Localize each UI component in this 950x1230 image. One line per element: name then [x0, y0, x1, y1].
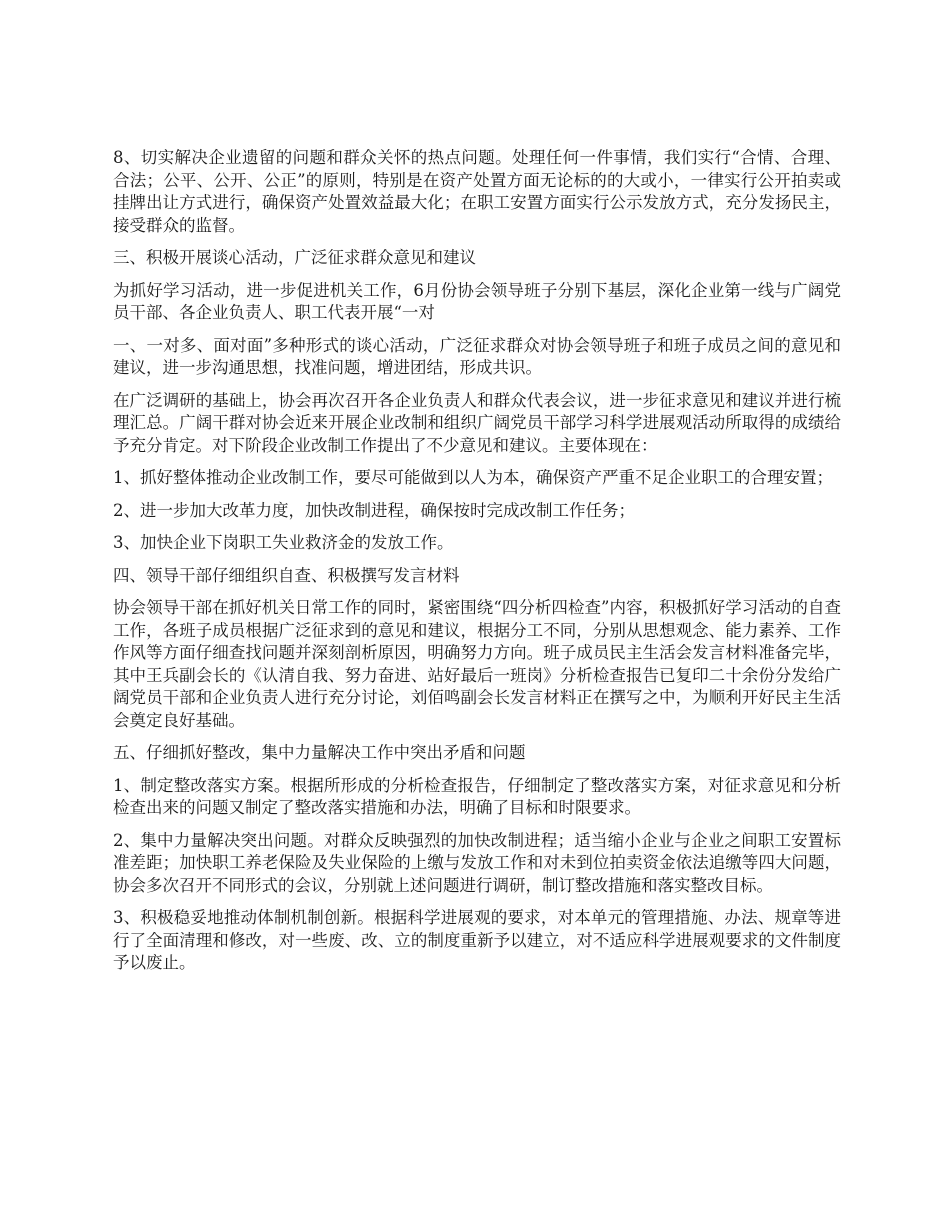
paragraph-opinion-3: 3、加快企业下岗职工失业救济金的发放工作。 — [113, 533, 454, 552]
document-body — [113, 147, 841, 985]
section-heading-3: 三、积极开展谈心活动，广泛征求群众意见和建议 — [113, 248, 476, 267]
paragraph-talk-activity-intro: 为抓好学习活动，进一步促进机关工作，6月份协会领导班子分别下基层，深化企业第一线与广阔党员干部、各企业负责人、职工代表开展“一对 — [113, 280, 841, 322]
paragraph-item-8: 8、切实解决企业遗留的问题和群众关怀的热点问题。处理任何一件事情，我们实行“合情、合理、合法；公平、公开、公正”的原则，特别是在资产处置方面无论标的的大或小，一律实行公开拍卖或挂牌出让方式进行，确保资产处置效益最大化；在职工安置方面实行公示发放方式，充分发扬民主，接受群众的监督。 — [113, 148, 841, 235]
paragraph-rectification-1: 1、制定整改落实方案。根据所形成的分析检查报告，仔细制定了整改落实方案，对征求意见和分析检查出来的问题又制定了整改落实措施和办法，明确了目标和时限要求。 — [113, 775, 841, 817]
section-heading-4: 四、领导干部仔细组织自查、积极撰写发言材料 — [113, 565, 460, 585]
paragraph-talk-activity-forms: 一、一对多、面对面”多种形式的谈心活动，广泛征求群众对协会领导班子和班子成员之间的意见和建议，进一步沟通思想，找准问题，增进团结，形成共识。 — [113, 335, 841, 377]
paragraph-opinion-1: 1、抓好整体推动企业改制工作，要尽可能做到以人为本，确保资产严重不足企业职工的合理安置； — [113, 468, 833, 487]
paragraph-opinion-2: 2、进一步加大改革力度，加快改制进程，确保按时完成改制工作任务； — [113, 500, 635, 520]
paragraph-rectification-2: 2、集中力量解决突出问题。对群众反映强烈的加快改制进程；适当缩小企业与企业之间职工安置标准差距；加快职工养老保险及失业保险的上缴与发放工作和对未到位拍卖资金依法追缴等四大问题，协会多次召开不同形式的会议，分别就上述问题进行调研，制订整改措施和落实整改目标。 — [113, 830, 841, 895]
paragraph-research-summary: 在广泛调研的基础上，协会再次召开各企业负责人和群众代表会议，进一步征求意见和建议并进行梳理汇总。广阔干群对协会近来开展企业改制和组织广阔党员干部学习科学进展观活动所取得的成绩给予充分肯定。对下阶段企业改制工作提出了不少意见和建议。主要体现在： — [113, 390, 841, 455]
paragraph-self-inspection: 协会领导干部在抓好机关日常工作的同时，紧密围绕“四分析四检查”内容，积极抓好学习活动的自查工作，各班子成员根据广泛征求到的意见和建议，根据分工不同，分别从思想观念、能力素养、工作作风等方面仔细查找问题并深刻剖析原因，明确努力方向。班子成员民主生活会发言材料准备完毕，其中王兵副会长的《认清自我、努力奋进、站好最后一班岗》分析检查报告已复印二十余份分发给广阔党员干部和企业负责人进行充分讨论，刘佰鸣副会长发言材料正在撰写之中，为顺利开好民主生活会奠定良好基础。 — [113, 598, 841, 730]
paragraph-rectification-3: 3、积极稳妥地推动体制机制创新。根据科学进展观的要求，对本单元的管理措施、办法、规章等进行了全面清理和修改，对一些废、改、立的制度重新予以建立，对不适应科学进展观要求的文件制度予以废止。 — [113, 908, 841, 972]
section-heading-5: 五、仔细抓好整改，集中力量解决工作中突出矛盾和问题 — [113, 743, 526, 762]
